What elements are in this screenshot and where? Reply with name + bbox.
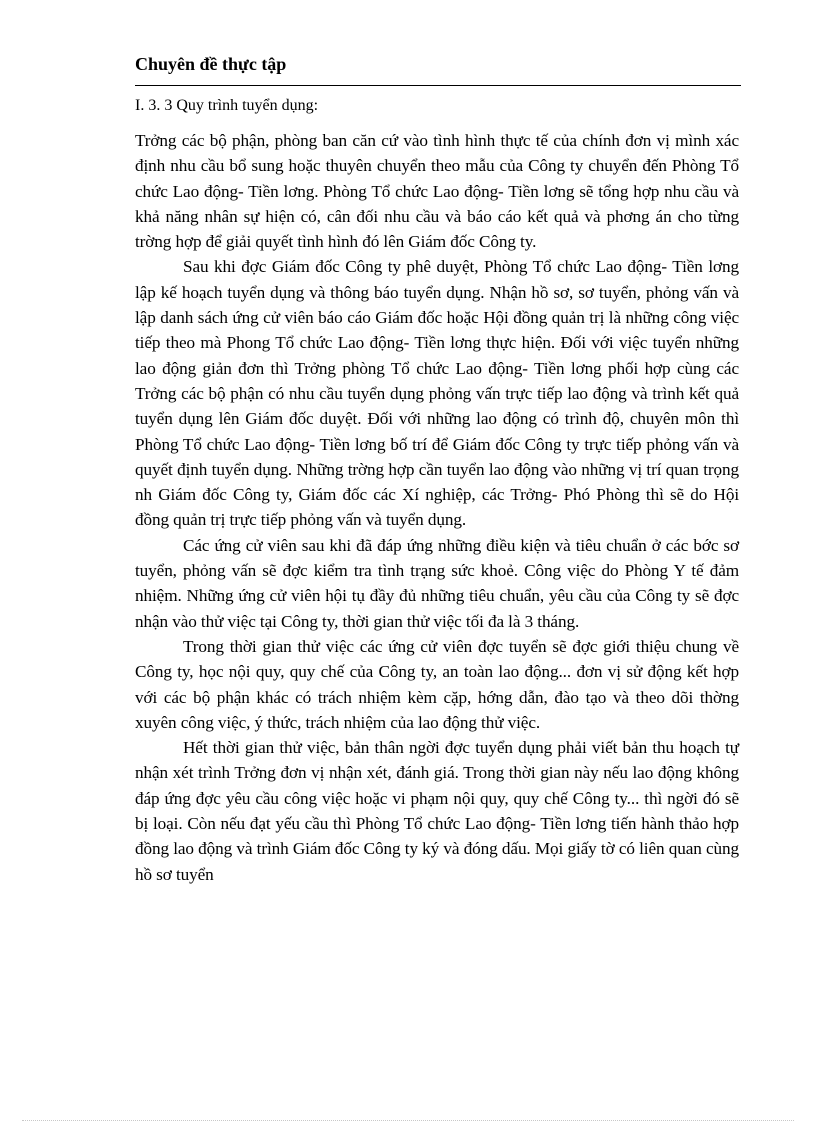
document-body bbox=[135, 92, 739, 887]
section-heading: I. 3. 3 Quy trình tuyển dụng: bbox=[135, 97, 319, 114]
paragraph-4: Trong thời gian thử việc các ứng cử viên đợc tuyển sẽ đợc giới thiệu chung về Công ty, học nội quy, quy chế của Công ty, an toàn lao động... đơn vị sử động kết hợp với các bộ phận khác có trách nhiệm kèm cặp, hớng dẫn, đào tạo và theo dõi thờng xuyên công việc, ý thức, trách nhiệm của lao động thử việc. bbox=[135, 636, 739, 732]
page-bottom-divider bbox=[22, 1120, 794, 1121]
paragraph-3: Các ứng cử viên sau khi đã đáp ứng những điều kiện và tiêu chuẩn ở các bớc sơ tuyển, phỏng vấn sẽ đợc kiểm tra tình trạng sức khoẻ. Công việc do Phòng Y tế đảm nhiệm. Những ứng cử viên hội tụ đầy đủ những tiêu chuẩn, yêu cầu của Công ty sẽ đợc nhận vào thử việc tại Công ty, thời gian thử việc tối đa là 3 tháng. bbox=[135, 535, 739, 631]
header-title: Chuyên đề thực tập bbox=[135, 54, 287, 74]
header-rule bbox=[135, 85, 741, 86]
paragraph-5: Hết thời gian thử việc, bản thân ngời đợc tuyển dụng phải viết bản thu hoạch tự nhận xét trình Trởng đơn vị nhận xét, đánh giá. Trong thời gian này nếu lao động không đáp ứng đợc yêu cầu công việc hoặc vi phạm nội quy, quy chế Công ty... thì ngời đó sẽ bị loại. Còn nếu đạt yếu cầu thì Phòng Tổ chức Lao động- Tiền lơng tiến hành thảo hợp đồng lao động và trình Giám đốc Công ty ký và đóng dấu. Mọi giấy tờ có liên quan cùng hồ sơ tuyển bbox=[135, 738, 739, 884]
paragraph-2: Sau khi đợc Giám đốc Công ty phê duyệt, Phòng Tổ chức Lao động- Tiền lơng lập kế hoạch tuyển dụng và thông báo tuyển dụng. Nhận hồ sơ, sơ tuyển, phỏng vấn và lập danh sách ứng cử viên báo cáo Giám đốc hoặc Hội đồng quản trị là những công việc tiếp theo mà Phong Tổ chức Lao động- Tiền lơng thực hiện. Đối với việc tuyển những lao động giản đơn thì Trởng phòng Tổ chức Lao động- Tiền lơng phối hợp cùng các Trởng các bộ phận có nhu cầu tuyển dụng phỏng vấn trực tiếp lao động và trình kết quả tuyển dụng lên Giám đốc duyệt. Đối với những lao động có trình độ, chuyên môn thì Phòng Tổ chức Lao động- Tiền lơng bố trí để Giám đốc Công ty trực tiếp phỏng vấn và quyết định tuyển dụng. Những trờng hợp cần tuyển lao động vào những vị trí quan trọng nh Giám đốc Công ty, Giám đốc các Xí nghiệp, các Trởng- Phó Phòng thì sẽ do Hội đồng quản trị trực tiếp phỏng vấn và tuyển dụng. bbox=[135, 257, 739, 530]
paragraph-1: Trởng các bộ phận, phòng ban căn cứ vào tình hình thực tế của chính đơn vị mình xác định nhu cầu bổ sung hoặc thuyên chuyển theo mẫu của Công ty chuyển đến Phòng Tổ chức Lao động- Tiền lơng. Phòng Tổ chức Lao động- Tiền lơng sẽ tổng hợp nhu cầu và khả năng nhân sự hiện có, cân đối nhu cầu và báo cáo kết quả và phơng án cho từng trờng hợp để giải quyết tình hình đó lên Giám đốc Công ty. bbox=[135, 131, 739, 252]
page-header bbox=[135, 52, 741, 76]
